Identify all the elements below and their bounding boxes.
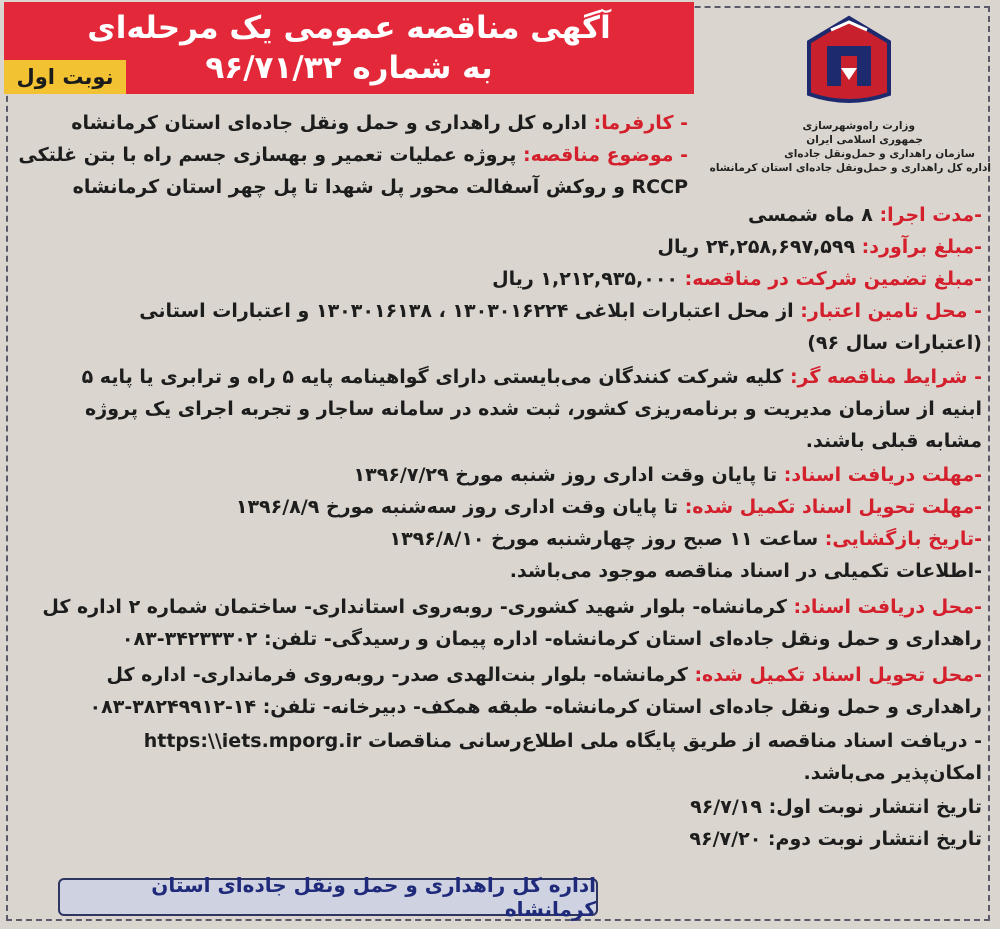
guarantee-label: -مبلغ تضمین شرکت در مناقصه: — [684, 268, 982, 290]
subject-line-2 — [73, 172, 688, 202]
info-line — [510, 556, 982, 586]
docs-place-value-2: راهداری و حمل ونقل جاده‌ای استان کرمانشاه- اداره پیمان و رسیدگی- تلفن: ۳۴۲۳۳۳۰۲-۰۸۳ — [121, 628, 982, 650]
subject-label: - موضوع مناقصه: — [523, 144, 688, 166]
subject-line — [18, 140, 688, 170]
subject-value: پروژه عملیات تعمیر و بهسازی جسم راه با بتن غلتکی — [18, 144, 524, 166]
org-provincial-office: اداره کل راهداری و حمل‌ونقل جاده‌ای استان کرمانشاه — [709, 162, 991, 174]
portal-value-2: امکان‌پذیر می‌باشد. — [803, 762, 982, 784]
funding-value: از محل اعتبارات ابلاغی ۱۳۰۳۰۱۶۲۲۴ ، ۱۳۰۳۰۱۶۱۳۸ و اعتبارات استانی — [139, 300, 801, 322]
docs-place-label: -محل دریافت اسناد: — [793, 596, 982, 618]
employer-value: اداره کل راهداری و حمل ونقل جاده‌ای استان کرمانشاه — [71, 112, 594, 134]
docs-place-value: کرمانشاه- بلوار شهید کشوری- روبه‌روی استانداری- ساختمان شماره ۲ اداره کل — [42, 596, 794, 618]
funding-line — [139, 296, 982, 326]
submit-place-value: کرمانشاه- بلوار بنت‌الهدی صدر- روبه‌روی فرمانداری- اداره کل — [106, 664, 695, 686]
footer-org-box — [58, 873, 598, 921]
submit-place-label: -محل تحویل اسناد تکمیل شده: — [694, 664, 982, 686]
submit-place-value-2: راهداری و حمل ونقل جاده‌ای استان کرمانشاه- طبقه همکف- دبیرخانه- تلفن: ۱۴-۳۸۲۴۹۹۱۲-۰۸۳ — [89, 696, 982, 718]
conditions-value-2: ابنیه از سازمان مدیریت و برنامه‌ریزی کشور، ثبت شده در سامانه ساجار و تجربه اجرای یک پروژه — [85, 398, 982, 420]
portal-line — [144, 726, 982, 756]
employer-label: - کارفرما: — [593, 112, 688, 134]
conditions-label: - شرایط مناقصه گر: — [789, 366, 982, 388]
publish-second-value: ۹۶/۷/۲۰ — [689, 828, 768, 850]
opening-value: ساعت ۱۱ صبح روز چهارشنبه مورخ ۱۳۹۶/۸/۱۰ — [389, 528, 825, 550]
publish-second-line — [689, 824, 982, 854]
submit-deadline-label: -مهلت تحویل اسناد تکمیل شده: — [684, 496, 982, 518]
notice-title: آگهی مناقصه عمومی یک مرحله‌ای — [87, 10, 611, 46]
org-republic: جمهوری اسلامی ایران — [806, 134, 923, 146]
conditions-line — [82, 362, 982, 392]
publish-first-line — [690, 792, 982, 822]
publish-first-label: تاریخ انتشار نوبت اول: — [768, 796, 982, 818]
road-ministry-logo-icon — [801, 12, 897, 108]
funding-label: - محل تامین اعتبار: — [800, 300, 982, 322]
opening-label: -تاریخ بازگشایی: — [824, 528, 982, 550]
org-ministry: وزارت راه‌وشهرسازی — [802, 120, 915, 132]
notice-number: به شماره ۹۶/۷۱/۳۲ — [205, 50, 493, 86]
portal-line-2 — [804, 758, 983, 788]
submit-place-line-2 — [90, 692, 982, 722]
submit-place-line — [107, 660, 982, 690]
guarantee-value: ۱,۲۱۲,۹۳۵,۰۰۰ ریال — [492, 268, 685, 290]
estimate-line — [658, 232, 982, 262]
info-value: -اطلاعات تکمیلی در اسناد مناقصه موجود می‌باشد. — [509, 560, 982, 582]
publish-second-label: تاریخ انتشار نوبت دوم: — [767, 828, 982, 850]
footer-org-name: اداره کل راهداری و حمل ونقل جاده‌ای استان کرمانشاه — [151, 873, 596, 921]
org-organization: سازمان راهداری و حمل‌ونقل جاده‌ای — [784, 148, 975, 160]
funding-line-2 — [807, 328, 982, 358]
duration-line — [748, 200, 982, 230]
publish-first-value: ۹۶/۷/۱۹ — [690, 796, 769, 818]
docs-deadline-label: -مهلت دریافت اسناد: — [783, 464, 982, 486]
logo-block — [705, 8, 995, 178]
docs-place-line — [42, 592, 982, 622]
conditions-line-2 — [85, 394, 982, 424]
duration-value: ۸ ماه شمسی — [747, 204, 880, 226]
conditions-line-3 — [806, 426, 982, 456]
conditions-value-3: مشابه قبلی باشند. — [805, 430, 982, 452]
docs-place-line-2 — [122, 624, 982, 654]
duration-label: -مدت اجرا: — [879, 204, 982, 226]
submit-deadline-value: تا پایان وقت اداری روز سه‌شنبه مورخ ۱۳۹۶/۸/۹ — [235, 496, 685, 518]
subject-value-2: RCCP و روکش آسفالت محور پل شهدا تا پل چهر استان کرمانشاه — [72, 176, 688, 198]
first-round-badge: نوبت اول — [4, 60, 126, 94]
docs-deadline-line — [354, 460, 982, 490]
conditions-value: کلیه شرکت کنندگان می‌بایستی دارای گواهینامه پایه ۵ راه و ترابری یا پایه ۵ — [81, 366, 790, 388]
guarantee-line — [492, 264, 982, 294]
estimate-label: -مبلغ برآورد: — [861, 236, 982, 258]
docs-deadline-value: تا پایان وقت اداری روز شنبه مورخ ۱۳۹۶/۷/۲۹ — [353, 464, 784, 486]
opening-line — [389, 524, 982, 554]
funding-value-2: (اعتبارات سال ۹۶) — [807, 332, 982, 354]
employer-line — [71, 108, 688, 138]
portal-value: - دریافت اسناد مناقصه از طریق پایگاه ملی اطلاع‌رسانی مناقصات https:\\iets.mporg.ir — [143, 730, 982, 752]
submit-deadline-line — [236, 492, 982, 522]
estimate-value: ۲۴,۲۵۸,۶۹۷,۵۹۹ ریال — [657, 236, 862, 258]
